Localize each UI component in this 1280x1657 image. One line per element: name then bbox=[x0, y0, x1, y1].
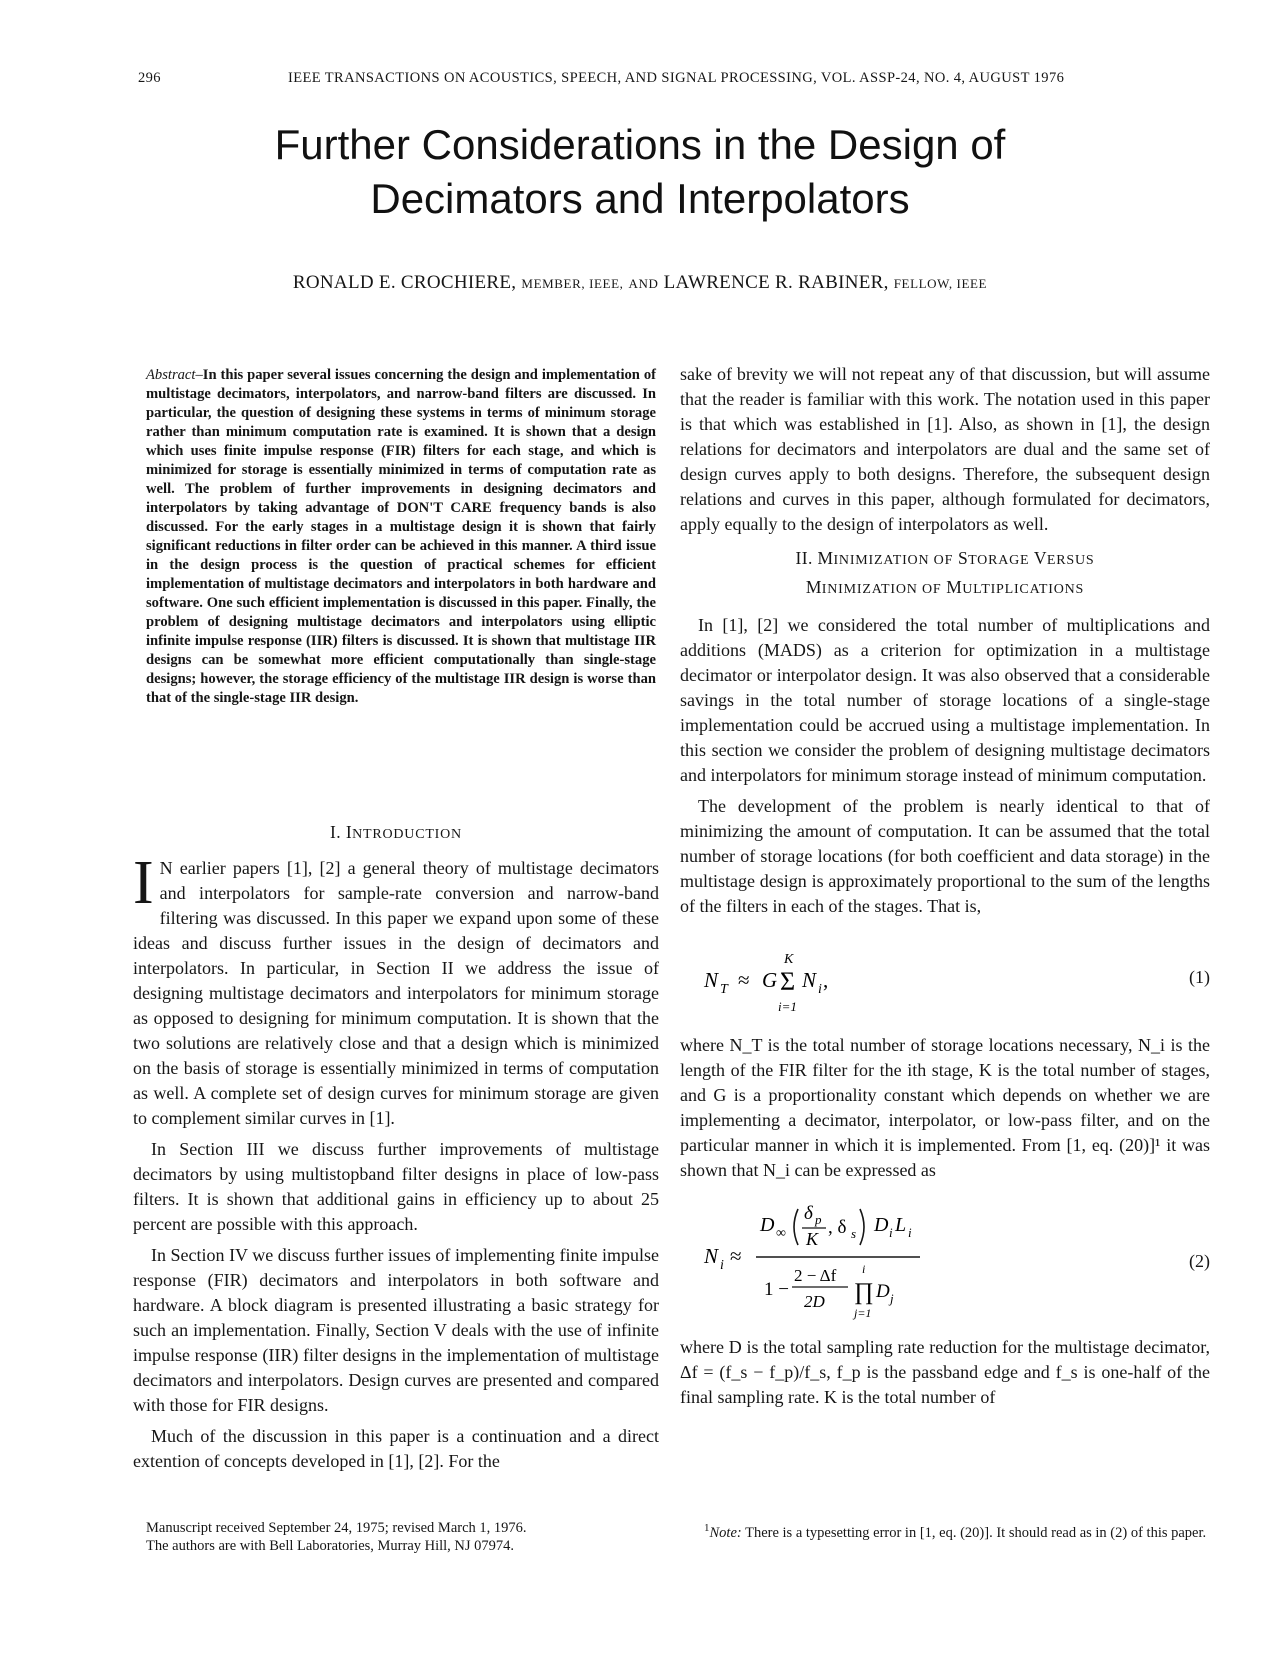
eq2-dj: D bbox=[876, 1281, 890, 1302]
section-2-cap-m: M bbox=[817, 548, 834, 568]
eq1-lhs-sub: T bbox=[720, 982, 728, 997]
section-1-rest: NTRODUCTION bbox=[352, 827, 462, 842]
author-role-2: FELLOW, IEEE bbox=[893, 276, 988, 291]
eq1-g: G bbox=[762, 968, 778, 992]
section-2-cap-v: V bbox=[1033, 548, 1047, 568]
typesetting-footnote bbox=[704, 1519, 1214, 1542]
eq2-dj-sub: j bbox=[890, 1291, 894, 1306]
section-2-cap-s: S bbox=[957, 548, 969, 568]
continuation-paragraph: sake of brevity we will not repeat any of that discussion, but will assume that the reader is familiar with this work. The notation used in this paper is that which was established in [1]. Also, as shown in [1], the design relations for decimators and interpolators are dual and the same set of design curves apply to both designs. Therefore, the subsequent design relations and curves in this paper, although formulated for decimators, apply equally to the design of interpolators as well. bbox=[680, 364, 1210, 534]
eq1-sum-bottom: i=1 bbox=[778, 999, 797, 1014]
section-2-heading-line-2 bbox=[680, 574, 1210, 603]
intro-paragraph-2: In Section III we discuss further improvements of multistage decimators by using multistopband filter designs in place of low-pass filters. It is shown that additional gains in efficiency up to about 25 percent are possible with this approach. bbox=[133, 1139, 659, 1234]
intro-paragraph-4: Much of the discussion in this paper is a continuation and a direct extention of concepts developed in [1], [2]. For the bbox=[133, 1426, 659, 1471]
eq2-approx: ≈ bbox=[730, 1244, 742, 1268]
equation-1-number: (1) bbox=[1189, 967, 1210, 987]
eq2-k: K bbox=[806, 1229, 819, 1249]
right-column bbox=[680, 362, 1210, 1416]
section-2-rest-1: INIMIZATION OF bbox=[833, 553, 954, 568]
eq2-right-paren bbox=[860, 1209, 864, 1245]
eq1-sum-top: K bbox=[784, 952, 794, 967]
eq2-li-sub: i bbox=[908, 1225, 912, 1240]
section-2-rest-4: INIMIZATION OF bbox=[821, 582, 942, 597]
author-role-1: MEMBER, IEEE, bbox=[521, 276, 624, 291]
running-head bbox=[138, 70, 1208, 96]
intro-paragraph-3: In Section IV we discuss further issues of implementing finite impulse response (FIR) decimators and interpolators in both software and hardware. A block diagram is presented illustrating a basic strategy for such an implementation. Finally, Section V deals with the use of infinite impulse response (IIR) filter designs in the implementation of multistage decimators and interpolators. Design curves are presented and compared with those for FIR designs. bbox=[133, 1245, 659, 1415]
left-column bbox=[133, 819, 659, 1480]
footnote-note-label: Note: bbox=[709, 1524, 742, 1541]
section-2-paragraph-3: where N_T is the total number of storage locations necessary, N_i is the length of the FIR filter for the ith stage, K is the total number of stages, and G is a proportionality constant which depends on whether we are implementing a decimator, interpolator, or low-pass filter, and on the particular manner in which it is implemented. From [1, eq. (20)]¹ it was shown that N_i can be expressed as bbox=[680, 1035, 1210, 1180]
section-2-rest-3: ERSUS bbox=[1046, 553, 1095, 568]
footnote-text: There is a typesetting error in [1, eq. (20)]. It should read as in (2) of this paper. bbox=[745, 1524, 1207, 1541]
abstract bbox=[146, 366, 656, 708]
eq2-lhs: N bbox=[704, 1244, 719, 1268]
eq1-lhs: N bbox=[704, 968, 719, 992]
section-2-cap-m3: M bbox=[946, 577, 963, 597]
journal-line: IEEE TRANSACTIONS ON ACOUSTICS, SPEECH, AND SIGNAL PROCESSING, VOL. ASSP-24, NO. 4, AUGUST 1976 bbox=[288, 70, 1065, 86]
eq2-den-frac-num: 2 − Δf bbox=[794, 1266, 837, 1285]
eq2-delta-s-sub: s bbox=[851, 1226, 857, 1241]
equation-2 bbox=[680, 1193, 1210, 1323]
section-2-paragraph-2: The development of the problem is nearly identical to that of minimizing the amount of computation. It can be assumed that the total number of storage locations (for both coefficient and data storage) in the multistage design is approximately proportional to the sum of the lengths of the filters in each of the stages. That is, bbox=[680, 796, 1210, 916]
paper-title bbox=[0, 118, 1280, 226]
section-2-paragraph-4: where D is the total sampling rate reduction for the multistage decimator, Δf = (f_s − f_p)/f_s, f_p is the passband edge and f_s is one-half of the final sampling rate. K is the total number of bbox=[680, 1337, 1210, 1407]
eq1-sum: Σ bbox=[780, 967, 796, 996]
author-and: AND bbox=[628, 276, 659, 291]
eq2-prod-bottom: j=1 bbox=[854, 1306, 872, 1320]
section-2-rest-5: ULTIPLICATIONS bbox=[962, 582, 1085, 597]
eq2-delta-p: δ bbox=[804, 1203, 813, 1224]
page-number: 296 bbox=[138, 70, 161, 86]
section-2-paragraph-1: In [1], [2] we considered the total number of multiplications and additions (MADS) as a criterion for optimization in a multistage decimator or interpolator design. It was also observed that a considerable savings in the total number of storage locations of a single-stage implementation could be accrued using a multistage implementation. In this section we consider the problem of designing multistage decimators and interpolators for minimum storage instead of minimum computation. bbox=[680, 615, 1210, 785]
intro-paragraph-1-text: N earlier papers [1], [2] a general theory of multistage decimators and interpolators for sample-rate conversion and narrow-band filtering was discussed. In this paper we expand upon some of these ideas and discuss further issues in the design of decimators and interpolators. In particular, in Section II we address the issue of designing multistage decimators and interpolators for minimum storage as opposed to designing for minimum computation. It is shown that the two solutions are relatively close and that a design which is minimized on the basis of storage is essentially minimized in terms of computation as well. A complete set of design curves for minimum storage are given to complement similar curves in [1]. bbox=[133, 858, 659, 1128]
section-1-cap: I bbox=[345, 822, 353, 842]
section-2-heading bbox=[680, 545, 1210, 603]
section-2-rest-2: TORAGE bbox=[968, 553, 1030, 568]
author-affiliation: The authors are with Bell Laboratories, Murray Hill, NJ 07974. bbox=[146, 1538, 515, 1554]
section-1-heading bbox=[133, 819, 659, 848]
eq2-di-sub: i bbox=[889, 1225, 893, 1240]
footnote-mark: 1 bbox=[704, 1522, 710, 1534]
eq1-approx: ≈ bbox=[738, 968, 750, 992]
abstract-dash: – bbox=[195, 367, 203, 383]
section-1-numeral: I. bbox=[330, 822, 342, 842]
eq1-comma: , bbox=[823, 968, 829, 992]
drop-cap: I bbox=[133, 849, 154, 917]
author-line bbox=[0, 272, 1280, 294]
eq2-num-inf: ∞ bbox=[776, 1226, 786, 1241]
eq2-den-one: 1 − bbox=[764, 1279, 789, 1300]
eq2-prod-top: i bbox=[862, 1262, 866, 1276]
eq1-term-sub: i bbox=[818, 982, 822, 997]
eq2-den-frac-den: 2D bbox=[804, 1292, 825, 1311]
eq2-prod: ∏ bbox=[854, 1279, 874, 1305]
eq2-left-paren bbox=[794, 1209, 798, 1245]
manuscript-received: Manuscript received September 24, 1975; revised March 1, 1976. bbox=[146, 1520, 527, 1536]
title-line-1: Further Considerations in the Design of bbox=[274, 121, 1006, 168]
abstract-label: Abstract bbox=[146, 367, 196, 383]
eq2-lhs-sub: i bbox=[720, 1258, 724, 1273]
author-name-1: RONALD E. CROCHIERE, bbox=[292, 272, 517, 293]
equation-1 bbox=[680, 937, 1210, 1023]
equation-2-number: (2) bbox=[1189, 1251, 1210, 1271]
eq2-delta-s: , δ bbox=[828, 1217, 847, 1238]
title-line-2: Decimators and Interpolators bbox=[370, 175, 910, 222]
eq2-num-d: D bbox=[760, 1214, 775, 1236]
manuscript-footnote bbox=[146, 1519, 666, 1555]
section-2-heading-line-1 bbox=[680, 545, 1210, 574]
eq2-li: L bbox=[895, 1214, 907, 1236]
author-name-2: LAWRENCE R. RABINER, bbox=[663, 272, 889, 293]
eq1-term: N bbox=[802, 968, 817, 992]
equation-2-graphic bbox=[680, 1193, 1120, 1323]
equation-1-graphic bbox=[680, 937, 1080, 1023]
abstract-text: In this paper several issues concerning the design and implementation of multistage decimators, interpolators, and narrow-band filters are discussed. In particular, the question of designing these systems in terms of minimum storage rather than minimum computation rate is examined. It is shown that a design which uses finite impulse response (FIR) filters for each stage, and which is minimized for storage is essentially minimized in terms of computation rate as well. The problem of further improvements in designing decimators and interpolators by taking advantage of DON'T CARE frequency bands is also discussed. For the early stages in a multistage design it is shown that fairly significant reductions in filter order can be achieved in this manner. A third issue in the design process is the question of practical schemes for efficient implementation of multistage decimators and interpolators in both hardware and software. One such efficient implementation is discussed in this paper. Finally, the problem of designing multistage decimators and interpolators using elliptic infinite impulse response (IIR) filters is discussed. It is shown that multistage IIR designs can be somewhat more efficient computationally than single-stage designs; however, the storage efficiency of the multistage IIR design is worse than that of the single-stage IIR design. bbox=[146, 367, 656, 706]
eq2-di: D bbox=[874, 1214, 889, 1236]
section-2-cap-m2: M bbox=[805, 577, 822, 597]
intro-paragraph-1 bbox=[133, 849, 659, 1131]
section-2-numeral: II. bbox=[795, 548, 813, 568]
eq2-delta-p-sub: p bbox=[815, 1212, 822, 1227]
